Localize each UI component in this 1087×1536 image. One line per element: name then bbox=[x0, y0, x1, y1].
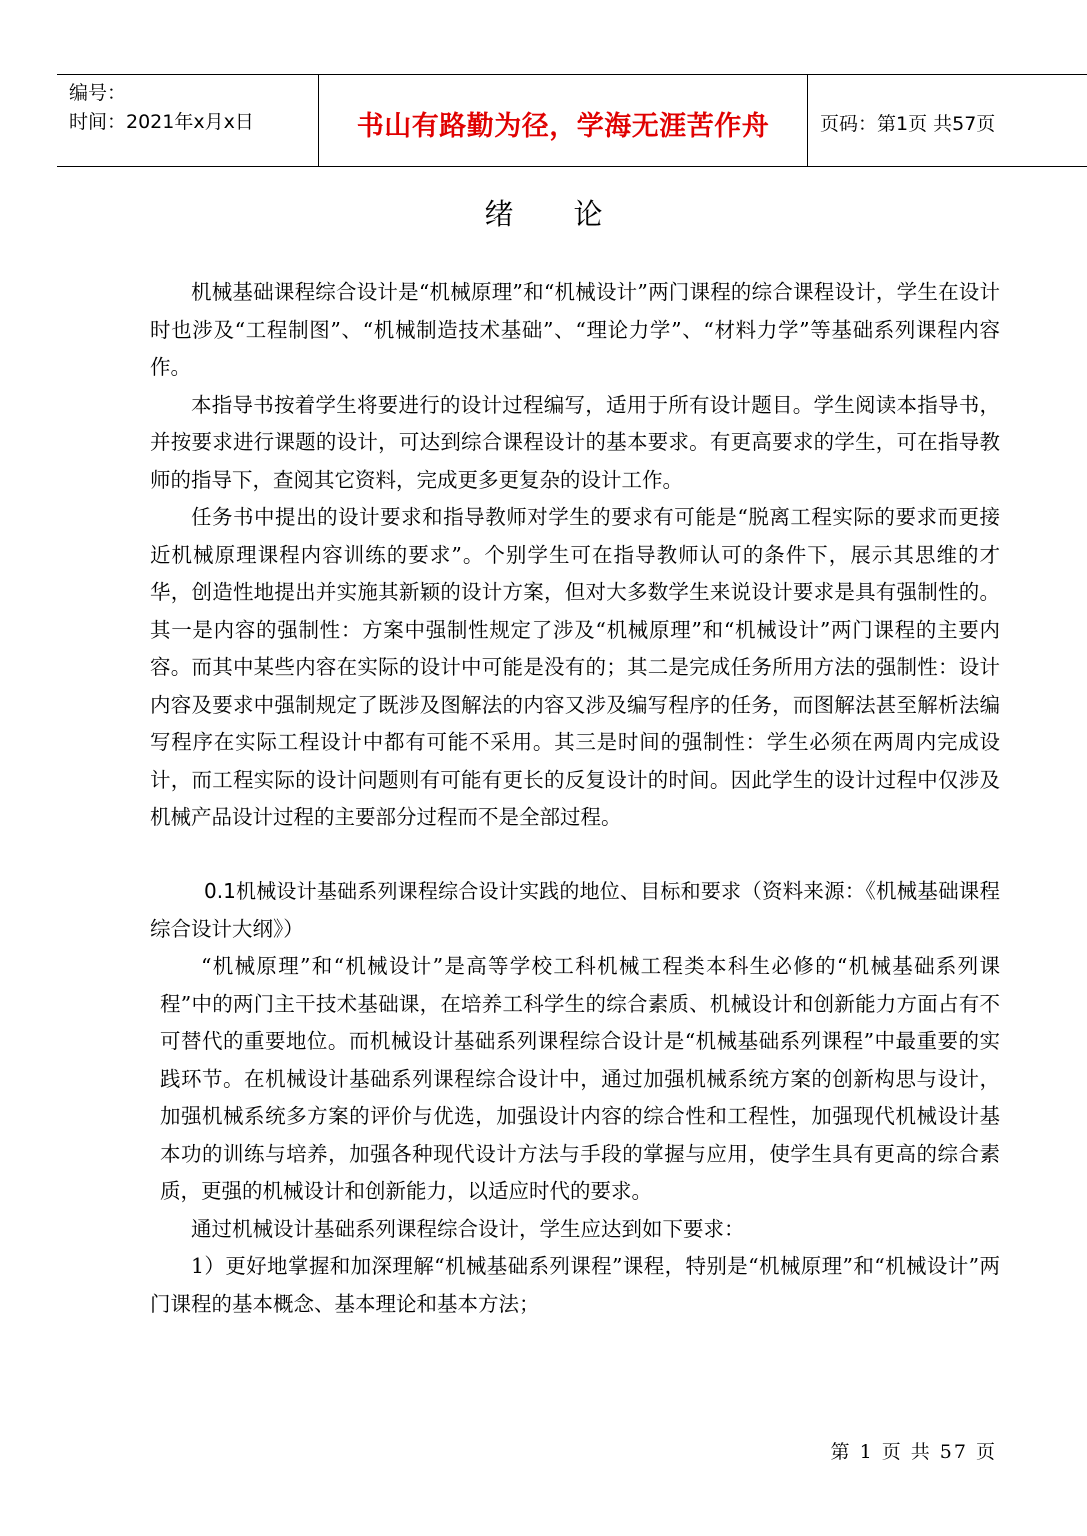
intro-paragraph: 机械基础课程综合设计是“机械原理”和“机械设计”两门课程的综合课程设计，学生在设计时也涉及“工程制图”、“机械制造技术基础”、“理论力学”、“材料力学”等基础系列课程内容作。 bbox=[150, 280, 1000, 379]
section-heading-title: 0.1机械设计基础系列课程综合设计实践的地位、目标和要求 bbox=[204, 879, 742, 903]
section-paragraph: “机械原理”和“机械设计”是高等学校工科机械工程类本科生必修的“机械基础系列课程”中的两门主干技术基础课，在培养工科学生的综合素质、机械设计和创新能力方面占有不可替代的重要地位。而机械设计基础系列课程综合设计是“机械基础系列课程”中最重要的实践环节。在机械设计基础系列课程综合设计中，通过加强机械系统方案的创新构思与设计，加强机械系统多方案的评价与优选，加强设计内容的综合性和工程性，加强现代机械设计基本功的训练与培养，加强各种现代设计方法与手段的掌握与应用，使学生具有更高的综合素质，更强的机械设计和创新能力，以适应时代的要求。 bbox=[160, 954, 1000, 1203]
header-page-label: 页码：第1页 共57页 bbox=[820, 113, 996, 135]
header-motto: 书山有路勤为径，学海无涯苦作舟 bbox=[319, 75, 808, 166]
section-heading bbox=[150, 873, 1000, 948]
page-title: 绪论 bbox=[484, 197, 663, 231]
intro-paragraph: 本指导书按着学生将要进行的设计过程编写，适用于所有设计题目。学生阅读本指导书，并按要求进行课题的设计，可达到综合课程设计的基本要求。有更高要求的学生，可在指导教师的指导下，查阅其它资料，完成更多更复杂的设计工作。 bbox=[150, 392, 1000, 492]
page-footer: 第 1 页 共 57 页 bbox=[830, 1441, 997, 1463]
intro-paragraph: 任务书中提出的设计要求和指导教师对学生的要求有可能是“脱离工程实际的要求而更接近机械原理课程内容训练的要求”。个别学生可在指导教师认可的条件下，展示其思维的才华，创造性地提出并实施其新颖的设计方案，但对大多数学生来说设计要求是具有强制性的。其一是内容的强制性：方案中强制性规定了涉及“机械原理”和“机械设计”两门课程的主要内容。而其中某些内容在实际的设计中可能是没有的；其二是完成任务所用方法的强制性：设计内容及要求中强制规定了既涉及图解法的内容又涉及编写程序的任务，而图解法甚至解析法编写程序在实际工程设计中都有可能不采用。其三是时间的强制性：学生必须在两周内完成设计，而工程实际的设计问题则有可能有更长的反复设计的时间。因此学生的设计过程中仅涉及机械产品设计过程的主要部分过程而不是全部过程。 bbox=[150, 505, 1000, 829]
requirement-item-1: 1）更好地掌握和加深理解“机械基础系列课程”课程，特别是“机械原理”和“机械设计”两门课程的基本概念、基本理论和基本方法； bbox=[150, 1254, 1000, 1316]
date-label: 时间：2021年x月x日 bbox=[69, 111, 254, 133]
header-meta bbox=[57, 75, 319, 166]
section-0-1 bbox=[150, 873, 1000, 1323]
page-header bbox=[57, 74, 1087, 167]
intro-section bbox=[150, 274, 1000, 837]
section-body bbox=[150, 948, 1000, 1211]
requirements-intro: 通过机械设计基础系列课程综合设计，学生应达到如下要求： bbox=[191, 1216, 745, 1241]
number-label: 编号： bbox=[69, 82, 127, 104]
section-source: （资料来源：《机械基础课程综合设计大纲》） bbox=[150, 879, 1001, 941]
